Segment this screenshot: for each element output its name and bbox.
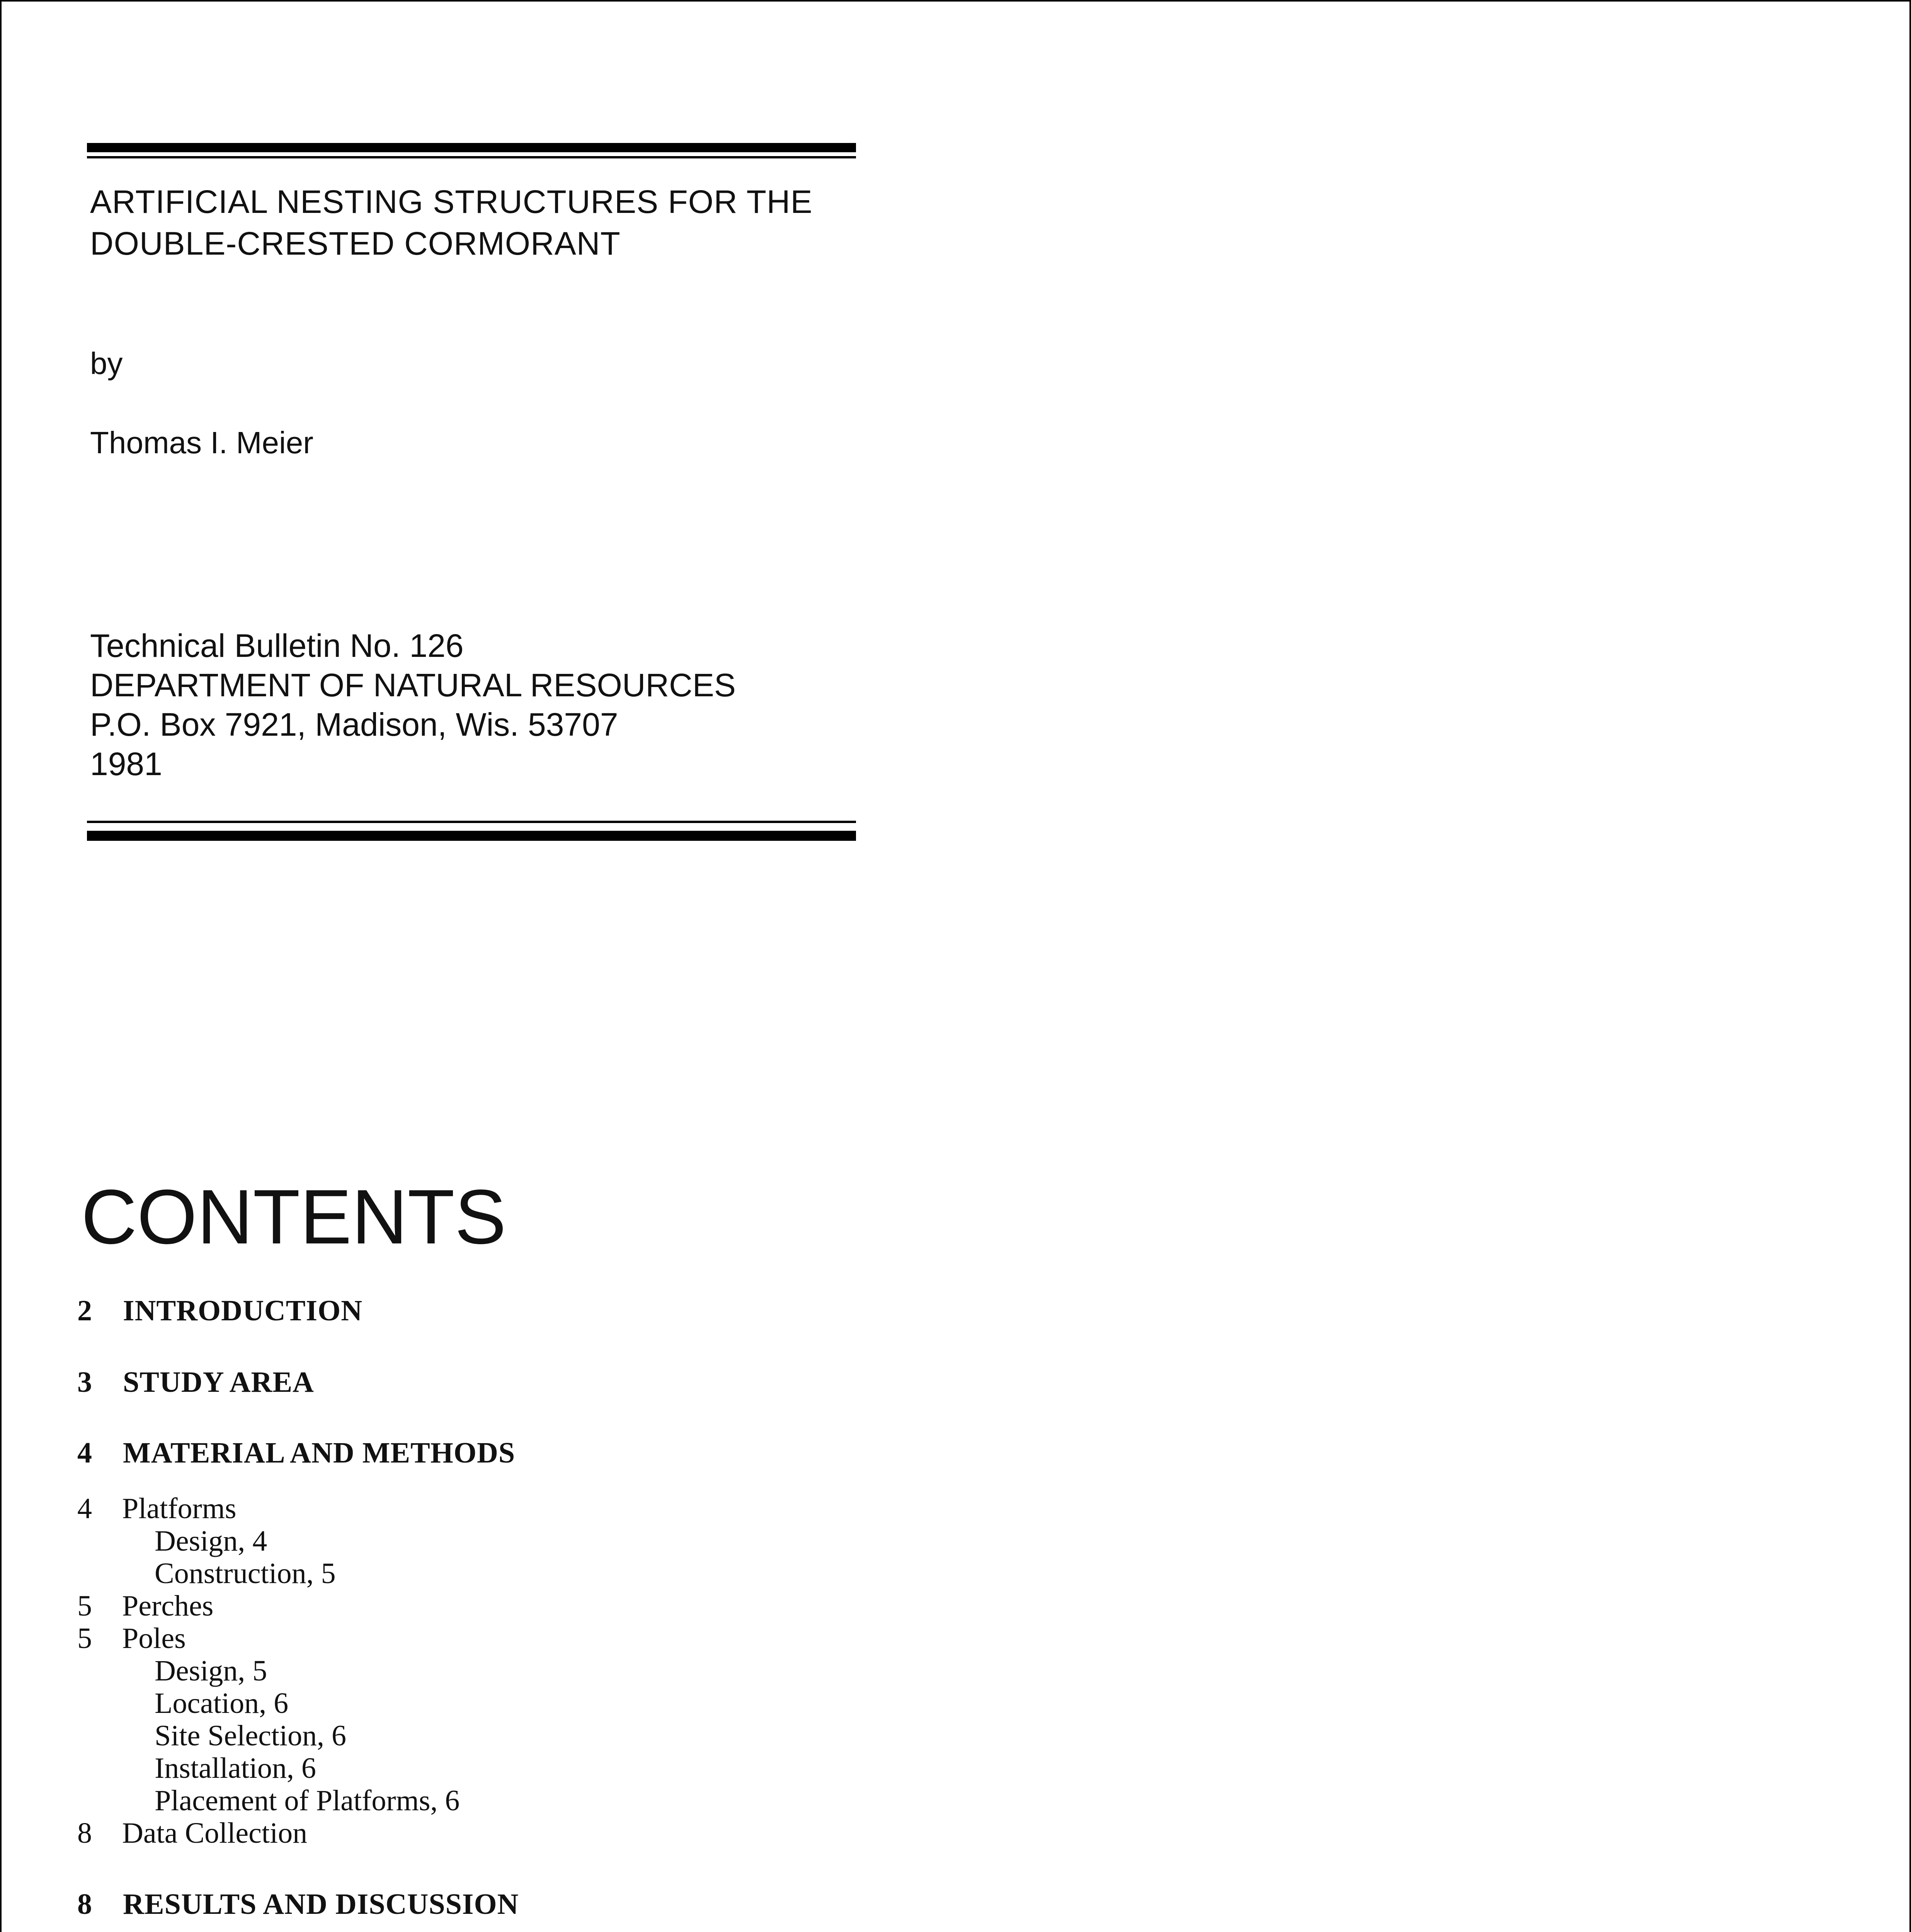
toc-page-number: 8 (77, 1888, 92, 1920)
toc-entry-title: MATERIAL AND METHODS (123, 1437, 516, 1469)
toc-page-number: 3 (77, 1366, 92, 1398)
document-title-line-1: ARTIFICIAL NESTING STRUCTURES FOR THE (90, 184, 813, 220)
toc-entry-title: Site Selection, 6 (155, 1719, 347, 1752)
publication-year: 1981 (90, 746, 162, 782)
publication-info (90, 626, 736, 784)
contents-heading: CONTENTS (81, 1174, 506, 1260)
toc-page-number: 4 (77, 1492, 92, 1525)
toc-entry-title: RESULTS AND DISCUSSION (123, 1888, 519, 1920)
bottom-rule-thick (87, 831, 856, 841)
mailing-address: P.O. Box 7921, Madison, Wis. 53707 (90, 706, 618, 743)
toc-page-number: 5 (77, 1622, 92, 1655)
author-name: Thomas I. Meier (90, 425, 313, 460)
toc-page-number: 5 (77, 1590, 92, 1622)
toc-entry-title: Poles (122, 1622, 186, 1655)
toc-entry-title: Location, 6 (155, 1687, 289, 1719)
toc-page-number: 4 (77, 1437, 92, 1469)
byline: by (90, 346, 123, 381)
toc-entry-title: Platforms (122, 1492, 237, 1525)
toc-entry-title: Perches (122, 1590, 214, 1622)
toc-entry-title: Design, 5 (155, 1655, 267, 1687)
toc-page-number: 2 (77, 1294, 92, 1327)
toc-entry-title: Placement of Platforms, 6 (155, 1784, 460, 1817)
top-rule-thick (87, 143, 856, 152)
bottom-rule (87, 821, 856, 842)
document-title-line-2: DOUBLE-CRESTED CORMORANT (90, 225, 621, 262)
toc-page-number: 8 (77, 1817, 92, 1849)
toc-entry-title: Data Collection (122, 1817, 308, 1849)
toc-entry-title: INTRODUCTION (123, 1294, 363, 1327)
department-name: DEPARTMENT OF NATURAL RESOURCES (90, 667, 736, 703)
top-rule-thin (87, 156, 856, 158)
toc-entry-title: Installation, 6 (155, 1752, 316, 1784)
top-rule (87, 143, 856, 161)
bulletin-number: Technical Bulletin No. 126 (90, 628, 464, 664)
document-title (90, 181, 813, 264)
bottom-rule-thin (87, 821, 856, 823)
toc-entry-title: Construction, 5 (155, 1557, 336, 1590)
toc-entry-title: STUDY AREA (123, 1366, 314, 1398)
toc-entry-title: Design, 4 (155, 1525, 267, 1557)
